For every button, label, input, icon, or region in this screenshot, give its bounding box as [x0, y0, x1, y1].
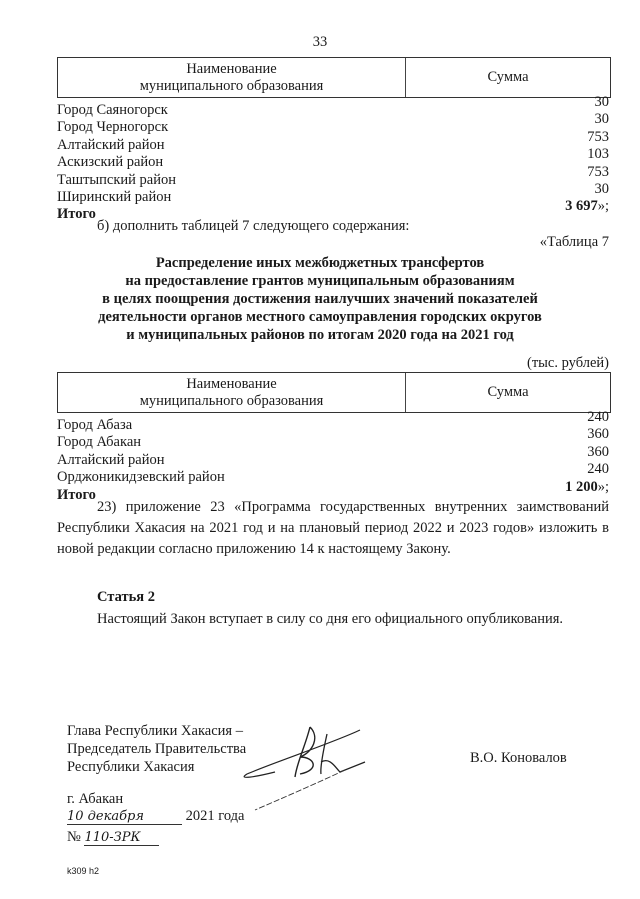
- table7-label: «Таблица 7: [539, 234, 609, 250]
- footer-code: k309 h2: [67, 866, 100, 876]
- table-row: [57, 146, 609, 171]
- signatory-name: В.О. Коновалов: [470, 750, 567, 766]
- row-value: 30: [594, 111, 609, 128]
- header-name-line1: Наименование: [186, 61, 277, 77]
- item-23-paragraph: 23) приложение 23 «Программа государственных внутренних заимствований Республики Хакасия на 2021 год и на плановый период 2022 и 2023 годов» изложить в новой редакции согласно приложению 14 к настоящему Закону.: [57, 499, 609, 557]
- title-line: и муниципальных районов по итогам 2020 года на 2021 год: [126, 327, 514, 343]
- row-name: Алтайский район: [57, 451, 165, 468]
- signatory-title-line: Председатель Правительства: [67, 741, 247, 757]
- table1-header: [57, 57, 611, 98]
- units-label: (тыс. рублей): [527, 355, 609, 371]
- table-row: [57, 128, 609, 153]
- header-name-line2: муниципального образования: [139, 78, 324, 94]
- signatory-title-line: Глава Республики Хакасия –: [67, 723, 243, 739]
- total-value: 3 697: [565, 198, 598, 215]
- table2-body: [57, 409, 609, 503]
- total-label: Итого: [57, 206, 96, 223]
- title-line: на предоставление грантов муниципальным образованиям: [125, 273, 515, 289]
- row-name: Орджоникидзевский район: [57, 469, 225, 486]
- total-suffix: »;: [597, 478, 609, 495]
- row-value: 30: [594, 94, 609, 110]
- total-suffix: »;: [597, 198, 609, 215]
- row-name: Таштыпский район: [57, 171, 177, 188]
- header-name-line1: Наименование: [186, 376, 277, 392]
- date-year: 2021 года: [185, 808, 245, 824]
- table2-header-sum: Сумма: [487, 384, 529, 400]
- row-name: Город Черногорск: [57, 119, 169, 136]
- title-line: деятельности органов местного самоуправления городских округов: [98, 309, 542, 325]
- place: г. Абакан: [67, 791, 124, 807]
- table-row: [57, 426, 609, 451]
- table-row: [57, 111, 609, 136]
- row-name: Ширинский район: [57, 188, 172, 205]
- row-value: 360: [587, 443, 609, 460]
- row-value: 103: [587, 146, 609, 163]
- table7-title: [0, 254, 640, 344]
- total-value: 1 200: [565, 478, 598, 495]
- table-row: [57, 461, 609, 486]
- date-handwritten: 10 декабря: [67, 809, 182, 825]
- signatory-title-line: Республики Хакасия: [67, 759, 195, 775]
- row-value: 240: [587, 409, 609, 425]
- row-name: Город Саяногорск: [57, 102, 168, 118]
- table-row: [57, 443, 609, 468]
- table-row: [57, 163, 609, 188]
- total-label: Итого: [57, 486, 96, 503]
- item-b: б) дополнить таблицей 7 следующего содержания:: [97, 218, 410, 234]
- article-text: Настоящий Закон вступает в силу со дня его официального опубликования.: [97, 611, 564, 627]
- title-line: Распределение иных межбюджетных трансфертов: [155, 255, 485, 271]
- row-name: Алтайский район: [57, 136, 165, 153]
- table-row: [57, 409, 609, 433]
- number-line: [67, 829, 159, 846]
- row-name: Аскизский район: [57, 154, 164, 171]
- article-heading: Статья 2: [97, 589, 155, 605]
- number-prefix: №: [67, 829, 81, 845]
- number-handwritten: 110-ЗРК: [84, 830, 159, 846]
- date-line: [67, 808, 244, 825]
- row-value: 360: [587, 426, 609, 443]
- table-row: [57, 94, 609, 118]
- table1-body: [57, 94, 609, 223]
- row-value: 30: [594, 180, 609, 197]
- table-row: [57, 180, 609, 205]
- title-line: в целях поощрения достижения наилучших значений показателей: [102, 291, 538, 307]
- page-number: 33: [312, 34, 328, 50]
- table1-header-sum: Сумма: [487, 69, 529, 85]
- table2-header: [57, 372, 611, 413]
- header-name-line2: муниципального образования: [139, 393, 324, 409]
- row-name: Город Абакан: [57, 434, 142, 451]
- row-name: Город Абаза: [57, 417, 133, 433]
- table2-header-name: [58, 373, 406, 412]
- row-value: 240: [587, 461, 609, 478]
- row-value: 753: [587, 163, 609, 180]
- signatory-title: [67, 722, 246, 776]
- row-value: 753: [587, 128, 609, 145]
- signature-image: [235, 722, 370, 812]
- table1-header-name: [58, 58, 406, 97]
